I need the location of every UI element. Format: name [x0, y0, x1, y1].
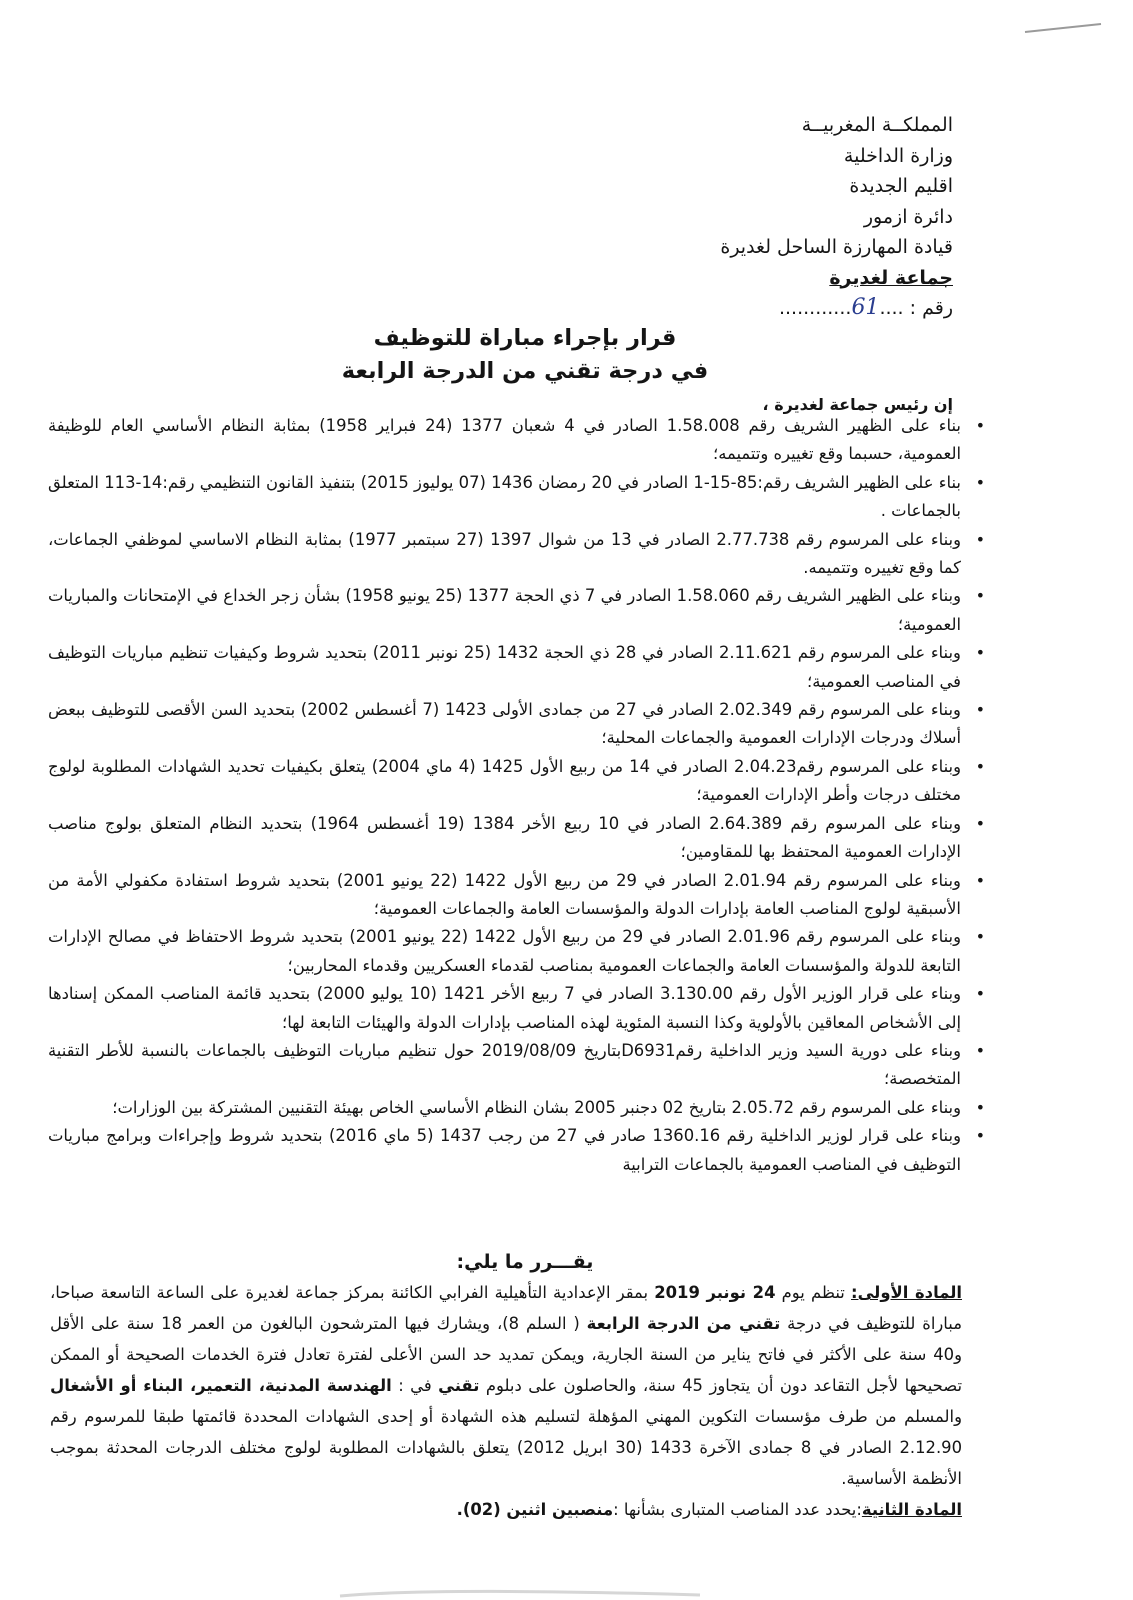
commune-name: جماعة لغديرة — [829, 266, 953, 289]
article-1-text-1: تنظم يوم — [775, 1283, 852, 1302]
article-1-text-3: ( السلم 8)، ويشارك فيها المترشحون البالغون من العمر 18 سنة على الأقل و40 سنة على الأكثر في فاتح يناير من السنة الجارية، ويمكن تمديد حد السن الأعلى لفترة تعادل فترة الخدمات الصحيحة أو الممكن تصحيحها لأجل التقاعد دون أن يتجاوز 45 سنة، والحاصلون على دبلوم — [50, 1314, 963, 1395]
reference-handwritten-number: 61 — [851, 295, 880, 320]
recital-item: • بناء على الظهير الشريف رقم:85-15-1 الصادر في 20 رمضان 1436 (07 يوليوز 2015) بتنفيذ القانون التنظيمي رقم:14-113 المتعلق بالجماعات . — [48, 469, 961, 526]
recital-item: • وبناء على المرسوم رقم2.04.23 الصادر في 14 من ربيع الأول 1425 (4 ماي 2004) يتعلق بكيفيات تحديد الشهادات المطلوبة لولوج مختلف درجات وأطر الإدارات العمومية؛ — [48, 753, 961, 810]
article-1-specialties: الهندسة المدنية، التعمير، البناء أو الأشغال — [50, 1376, 392, 1395]
recital-item: • وبناء على دورية السيد وزير الداخلية رقمD6931بتاريخ 2019/08/09 حول تنظيم مباريات التوظيف بالجماعات بالنسبة للأطر التقنية المتخصصة؛ — [48, 1037, 961, 1094]
recital-item: • وبناء على المرسوم رقم 2.64.389 الصادر في 10 ربيع الأخر 1384 (19 أغسطس 1964) بتحديد النظام المتعلق بولوج مناصب الإدارات العمومية المحتفظ بها للمقاومين؛ — [48, 810, 961, 867]
title-line-2: في درجة تقني من الدرجة الرابعة — [341, 358, 709, 384]
article-2-label: المادة الثانية — [861, 1500, 962, 1519]
article-1-label: المادة الأولى: — [851, 1283, 963, 1302]
decides-heading: يقـــرر ما يلي: — [456, 1251, 594, 1273]
kingdom-name: المملكــة المغربيــة — [801, 114, 953, 136]
article-1-text-4: في : — [391, 1376, 439, 1395]
recital-item: • وبناء على المرسوم رقم 2.11.621 الصادر في 28 ذي الحجة 1432 (25 نونبر 2011) بتحديد شروط وكيفيات تنظيم مباريات التوظيف في المناصب العمومية؛ — [48, 639, 961, 696]
article-1 — [50, 1277, 962, 1494]
recital-item: • وبناء على المرسوم رقم 2.77.738 الصادر في 13 من شوال 1397 (27 سبتمبر 1977) بمثابة النظام الاساسي لموظفي الجماعات، كما وقع تغييره وتتميمه. — [48, 526, 961, 583]
recital-item: • وبناء على المرسوم رقم 2.05.72 بتاريخ 02 دجنبر 2005 بشان النظام الأساسي الخاص بهيئة التقنيين المشتركة بين الوزارات؛ — [48, 1094, 961, 1122]
article-1-text-5: والمسلم من طرف مؤسسات التكوين المهني المؤهلة لتسليم هذه الشهادة أو إحدى الشهادات المحددة قائمتها طبقا للمرسوم رقم 2.12.90 الصادر في 8 جمادى الآخرة 1433 (30 ابريل 2012) يتعلق بالشهادات المطلوبة لولوج مختلف الدرجات المحدثة بموجب الأنظمة الأساسية. — [50, 1407, 963, 1488]
recital-item: • وبناء على المرسوم رقم 2.01.96 الصادر في 29 من ربيع الأول 1422 (22 يونيو 2001) بتحديد شروط الاحتفاظ في مصالح الإدارات التابعة للدولة والمؤسسات العامة والجماعات العمومية بمناصب لقدماء العسكريين وقدماء المحاربين؛ — [48, 923, 961, 980]
reference-dots-suffix: ............ — [778, 297, 852, 319]
reference-number — [593, 293, 953, 324]
recitals-list — [48, 412, 993, 1179]
article-1-grade: تقني من الدرجة الرابعة — [586, 1314, 781, 1333]
scan-mark — [1023, 18, 1103, 38]
article-1-date: 24 نونبر 2019 — [654, 1283, 776, 1302]
article-1-diploma: تقني — [438, 1376, 480, 1395]
recital-item: • وبناء على المرسوم رقم 2.01.94 الصادر في 29 من ربيع الأول 1422 (22 يونيو 2001) بتحديد شروط استفادة مكفولي الأمة من الأسبقية لولوج المناصب العامة بإدارات الدولة والمؤسسات العامة والجماعات العمومية؛ — [48, 867, 961, 924]
circle-name: دائرة ازمور — [863, 205, 953, 228]
recital-item: • وبناء على الظهير الشريف رقم 1.58.060 الصادر في 7 ذي الحجة 1377 (25 يونيو 1958) بشأن زجر الخداع في الإمتحانات والمباريات العمومية؛ — [48, 582, 961, 639]
letterhead — [593, 110, 953, 324]
articles-section — [50, 1277, 962, 1525]
ministry-name: وزارة الداخلية — [843, 144, 953, 167]
decision-title — [300, 322, 750, 388]
article-2-text: :يحدد عدد المناصب المتبارى بشأنها : — [613, 1500, 862, 1519]
intro-statement: إن رئيس جماعة لغديرة ، — [762, 395, 953, 414]
article-2 — [50, 1494, 962, 1525]
recital-item: • وبناء على قرار الوزير الأول رقم 3.130.00 الصادر في 7 ربيع الأخر 1421 (10 يوليو 2000) بتحديد قائمة المناصب الممكن إسنادها إلى الأشخاص المعاقين بالأولوية وكذا النسبة المئوية لهذه المناصب بإدارات الدولة والهيئات التابعة لها؛ — [48, 980, 961, 1037]
recital-item: • وبناء على المرسوم رقم 2.02.349 الصادر في 27 من جمادى الأولى 1423 (7 أغسطس 2002) بتحديد السن الأقصى للتوظيف ببعض أسلاك ودرجات الإدارات العمومية والجماعات المحلية؛ — [48, 696, 961, 753]
caidat-name: قيادة المهارزة الساحل لغديرة — [720, 236, 953, 258]
article-2-positions: منصبين اثنين (02). — [456, 1500, 614, 1519]
article-1-text-2: بمقر الإعدادية التأهيلية الفرابي الكائنة بمركز جماعة لغديرة على الساعة التاسعة صباحا، مباراة للتوظيف في درجة — [50, 1283, 963, 1333]
reference-dots-prefix: .... — [879, 297, 904, 319]
recital-item: • وبناء على قرار لوزير الداخلية رقم 1360.16 صادر في 27 من رجب 1437 (5 ماي 2016) بتحديد شروط وإجراءات وبرامج مباريات التوظيف في المناصب العمومية بالجماعات الترابية — [48, 1122, 961, 1179]
recital-item: • بناء على الظهير الشريف رقم 1.58.008 الصادر في 4 شعبان 1377 (24 فبراير 1958) بمثابة النظام الأساسي العام للوظيفة العمومية، حسبما وقع تغييره وتتميمه؛ — [48, 412, 961, 469]
reference-label: رقم : — [909, 297, 953, 319]
province-name: اقليم الجديدة — [849, 175, 953, 197]
scan-smudge — [330, 1586, 710, 1600]
title-line-1: قرار بإجراء مباراة للتوظيف — [373, 325, 677, 351]
